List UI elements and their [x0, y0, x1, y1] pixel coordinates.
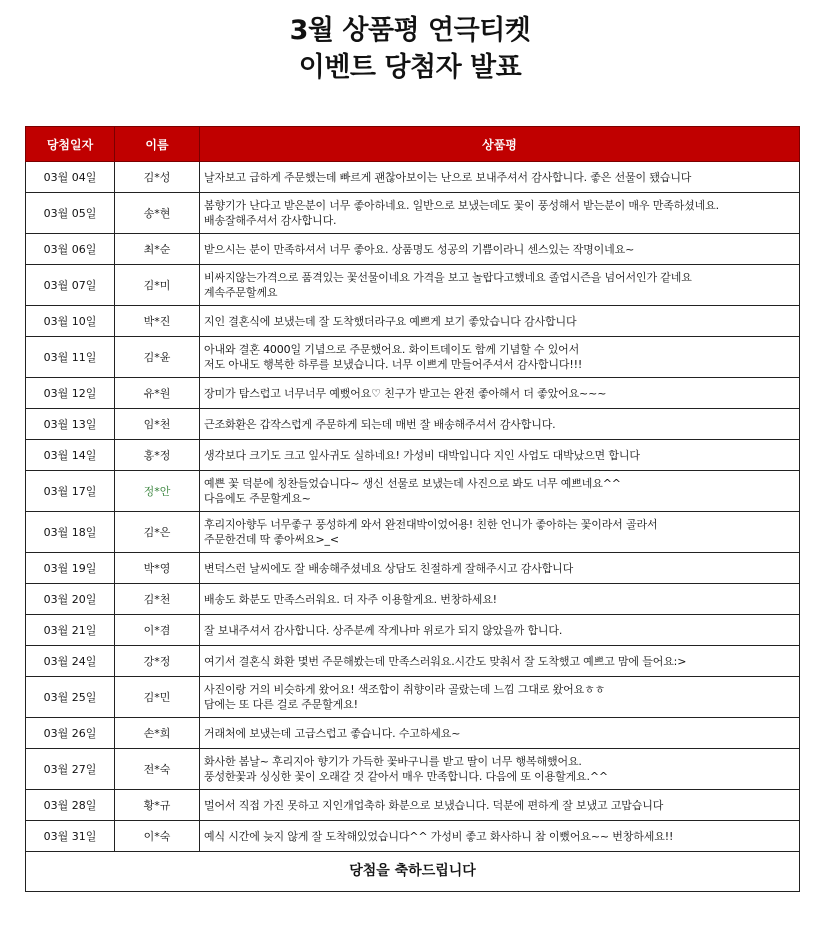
title-line-1: 3월 상품평 연극티켓 [289, 15, 531, 46]
winner-review: 배송도 화분도 만족스러워요. 더 자주 이용할게요. 번창하세요! [200, 584, 800, 615]
winner-name: 이*겸 [115, 615, 200, 646]
winner-name: 이*숙 [115, 821, 200, 852]
table-row [26, 265, 800, 306]
winner-date: 03월 10일 [26, 306, 115, 337]
winner-date: 03월 24일 [26, 646, 115, 677]
winner-date: 03월 27일 [26, 749, 115, 790]
winner-date: 03월 18일 [26, 512, 115, 553]
table-row [26, 440, 800, 471]
winner-name: 최*순 [115, 234, 200, 265]
winner-name: 정*안 [115, 471, 200, 512]
winner-date: 03월 14일 [26, 440, 115, 471]
winner-name: 김*천 [115, 584, 200, 615]
winner-name: 유*원 [115, 378, 200, 409]
winner-date: 03월 06일 [26, 234, 115, 265]
winner-date: 03월 12일 [26, 378, 115, 409]
winner-name: 김*미 [115, 265, 200, 306]
winner-review: 생각보다 크기도 크고 잎사귀도 실하네요! 가성비 대박입니다 지인 사업도 대박났으면 합니다 [200, 440, 800, 471]
winner-date: 03월 13일 [26, 409, 115, 440]
winner-name: 홍*정 [115, 440, 200, 471]
winner-review: 근조화환은 갑작스럽게 주문하게 되는데 매번 잘 배송해주셔서 감사합니다. [200, 409, 800, 440]
table-header-row [26, 127, 800, 162]
winner-date: 03월 20일 [26, 584, 115, 615]
winner-review: 지인 결혼식에 보냈는데 잘 도착했더라구요 예쁘게 보기 좋았습니다 감사합니다 [200, 306, 800, 337]
table-footer-row [26, 852, 800, 892]
winner-review: 멀어서 직접 가진 못하고 지인개업축하 화분으로 보냈습니다. 덕분에 편하게 잘 보냈고 고맙습니다 [200, 790, 800, 821]
winner-review: 잘 보내주셔서 감사합니다. 상주분께 작게나마 위로가 되지 않았을까 합니다. [200, 615, 800, 646]
winner-name: 김*윤 [115, 337, 200, 378]
winner-review: 화사한 봄날~ 후리지아 향기가 가득한 꽃바구니를 받고 딸이 너무 행복해했어요. 풍성한꽃과 싱싱한 꽃이 오래갈 것 같아서 매우 만족합니다. 다음에 또 이용할게요.^^ [200, 749, 800, 790]
header-name: 이름 [115, 127, 200, 162]
table-row [26, 749, 800, 790]
winners-table [25, 126, 800, 892]
winner-review: 변덕스런 날씨에도 잘 배송해주셨네요 상담도 친절하게 잘해주시고 감사합니다 [200, 553, 800, 584]
winner-date: 03월 25일 [26, 677, 115, 718]
winner-review: 예쁜 꽃 덕분에 칭찬들었습니다~ 생신 선물로 보냈는데 사진으로 봐도 너무 예쁘네요^^ 다음에도 주문할게요~ [200, 471, 800, 512]
winner-name: 김*민 [115, 677, 200, 718]
table-row [26, 409, 800, 440]
winner-name: 송*현 [115, 193, 200, 234]
winner-review: 거래처에 보냈는데 고급스럽고 좋습니다. 수고하세요~ [200, 718, 800, 749]
table-row [26, 378, 800, 409]
winner-date: 03월 04일 [26, 162, 115, 193]
table-row [26, 553, 800, 584]
table-row [26, 677, 800, 718]
table-row [26, 821, 800, 852]
table-row [26, 234, 800, 265]
winner-date: 03월 21일 [26, 615, 115, 646]
header-date: 당첨일자 [26, 127, 115, 162]
page-header [0, 0, 820, 126]
winner-date: 03월 07일 [26, 265, 115, 306]
winner-name: 박*진 [115, 306, 200, 337]
winner-name: 황*규 [115, 790, 200, 821]
winner-date: 03월 11일 [26, 337, 115, 378]
table-row [26, 471, 800, 512]
winner-review: 예식 시간에 늦지 않게 잘 도착해있었습니다^^ 가성비 좋고 화사하니 참 이뻤어요~~ 번창하세요!! [200, 821, 800, 852]
title-line-2: 이벤트 당첨자 발표 [298, 52, 522, 83]
table-body [26, 162, 800, 852]
winner-name: 손*희 [115, 718, 200, 749]
winner-review: 아내와 결혼 4000일 기념으로 주문했어요. 화이트데이도 함께 기념할 수 있어서 저도 아내도 행복한 하루를 보냈습니다. 너무 이쁘게 만들어주셔서 감사합니다!!! [200, 337, 800, 378]
winner-date: 03월 19일 [26, 553, 115, 584]
table-row [26, 646, 800, 677]
table-row [26, 718, 800, 749]
table-row [26, 615, 800, 646]
table-row [26, 337, 800, 378]
table-row [26, 193, 800, 234]
table-row [26, 584, 800, 615]
winner-review: 비싸지않는가격으로 품격있는 꽃선물이네요 가격을 보고 놀랍다고했네요 졸업시즌을 넘어서인가 같네요 계속주문할께요 [200, 265, 800, 306]
winner-date: 03월 31일 [26, 821, 115, 852]
winner-name: 강*정 [115, 646, 200, 677]
table-row [26, 162, 800, 193]
table-row [26, 306, 800, 337]
winner-name: 김*성 [115, 162, 200, 193]
winner-date: 03월 26일 [26, 718, 115, 749]
winner-name: 임*천 [115, 409, 200, 440]
winner-date: 03월 05일 [26, 193, 115, 234]
winner-name: 전*숙 [115, 749, 200, 790]
winner-review: 사진이랑 거의 비슷하게 왔어요! 색조합이 취향이라 골랐는데 느낌 그대로 왔어요ㅎㅎ 담에는 또 다른 걸로 주문할게요! [200, 677, 800, 718]
winner-review: 봄향기가 난다고 받은분이 너무 좋아하네요. 일반으로 보냈는데도 꽃이 풍성해서 받는분이 매우 만족하셨네요. 배송잘해주셔서 감사합니다. [200, 193, 800, 234]
winner-review: 받으시는 분이 만족하셔서 너무 좋아요. 상품명도 성공의 기쁨이라니 센스있는 작명이네요~ [200, 234, 800, 265]
winner-name: 김*은 [115, 512, 200, 553]
winner-date: 03월 17일 [26, 471, 115, 512]
winner-review: 여기서 결혼식 화환 몇번 주문해봤는데 만족스러워요.시간도 맞춰서 잘 도착했고 예쁘고 맘에 들어요:> [200, 646, 800, 677]
winner-review: 장미가 탐스럽고 너무너무 예뻤어요♡ 친구가 받고는 완전 좋아해서 더 좋았어요~~~ [200, 378, 800, 409]
congrats-message: 당첨을 축하드립니다 [26, 852, 800, 892]
winner-review: 후리지아향두 너무좋구 풍성하게 와서 완전대박이었어용! 친한 언니가 좋아하는 꽃이라서 골라서 주문한건데 딱 좋아써요>_< [200, 512, 800, 553]
header-review: 상품평 [200, 127, 800, 162]
winner-name: 박*영 [115, 553, 200, 584]
table-row [26, 512, 800, 553]
table-row [26, 790, 800, 821]
winner-review: 날자보고 급하게 주문했는데 빠르게 괜찮아보이는 난으로 보내주셔서 감사합니다. 좋은 선물이 됐습니다 [200, 162, 800, 193]
winner-date: 03월 28일 [26, 790, 115, 821]
